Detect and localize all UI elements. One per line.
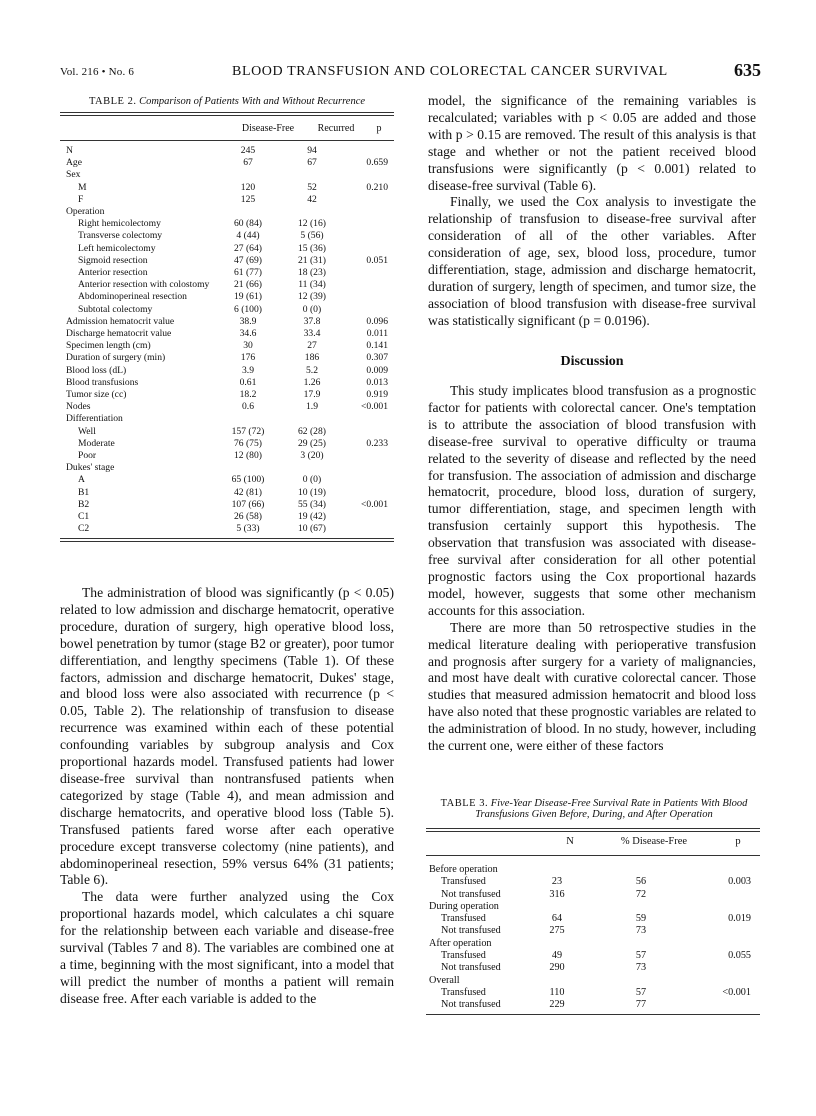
table-row [66,389,388,401]
recurred-cell: 29 (25) [298,437,326,449]
recurred-cell [280,462,344,474]
disease-free-cell: 59 [635,913,647,925]
table-row [66,462,388,474]
paragraph: This study implicates blood transfusion as a prognostic factor for patients with colorectal cancer. One's temptation is to attribute the association of blood transfusion with disease-free survival to operative difficulty or trauma related to the severity of disease and reflected by the need for transfusion. The association of admission and discharge hematocrit, procedure, blood loss, duration of surgery, tumor differentiation, stage, and specimen length with transfusion certainly support this hypothesis. The observation that transfusion was associated with disease-free survival after consideration for all other potential prognostic factors using the Cox proportional hazards model, however, suggests that some other mechanism accounts for this association. [428,383,756,618]
row-label: Blood transfusions [66,376,139,388]
recurred-cell: 17.9 [303,389,321,401]
n-cell: 290 [549,962,565,974]
disease-free-cell: 120 [240,181,256,193]
disease-free-cell: 3.9 [242,364,254,376]
n-cell [525,864,589,876]
table-row [66,474,388,486]
recurred-cell [280,169,344,181]
recurred-cell: 11 (34) [298,279,326,291]
p-value-cell: 0.659 [366,157,388,169]
disease-free-cell: 56 [635,876,647,888]
table-row [66,523,388,535]
table-row [66,352,388,364]
p-value-cell [693,999,757,1011]
disease-free-cell: 4 (44) [236,230,260,242]
table3-header-rule [426,855,760,856]
discussion-heading: Discussion [560,354,624,369]
row-label: Not transfused [441,888,501,900]
row-label: Not transfused [441,962,501,974]
table3-label: TABLE 3. [440,798,489,809]
table2-col-p: p [376,123,382,134]
table-row [429,913,757,925]
row-label: Poor [78,450,97,462]
row-label: B1 [78,486,90,498]
row-label: M [78,181,87,193]
table2-col-recurred: Recurred [317,123,355,134]
row-label: Moderate [78,437,115,449]
p-value-cell [344,462,388,474]
disease-free-cell [216,462,280,474]
table-row [66,279,388,291]
table-row [66,194,388,206]
table3-caption [424,798,764,820]
recurred-cell: 0 (0) [302,303,322,315]
disease-free-cell: 176 [240,352,256,364]
table-row [429,999,757,1011]
row-label: During operation [429,900,499,912]
row-label: Transfused [441,986,486,998]
paragraph: There are more than 50 retrospective studies in the medical literature dealing with perioperative transfusion and prognosis after surgery for a variety of malignancies, and most have dealt with curative colorectal cancer. Those studies that measured admission hematocrit and blood loss have also noted that these prognostic variables are related to the administration of blood. In no study, however, including the current one, were either of these factors [428,619,756,754]
table-row [66,169,388,181]
p-value-cell [344,511,388,523]
paragraph: The data were further analyzed using the Cox proportional hazards model, which calculates a chi square for the relationship between each variable and disease-free survival (Tables 7 and 8). The variables are combined one at a time, beginning with the most significant, into a model that will predict the number of months a patient will remain disease free. After each variable is added to the [60,889,394,1006]
table-row [66,365,388,377]
recurred-cell: 52 [307,181,317,193]
paragraph: Finally, we used the Cox analysis to investigate the relationship of transfusion to disease-free survival after consideration of all of the other variables. After consideration of age, sex, blood loss, procedure, tumor differentiation, stage, admission and discharge hematocrit, duration of surgery, length of specimen, and tumor size, the association of blood transfusion with disease-free survival was statistically significant (p = 0.0196). [428,194,756,328]
table2-caption [60,96,394,107]
recurred-cell [280,413,344,425]
table-row [66,328,388,340]
row-label: Sigmoid resection [78,254,148,266]
disease-free-cell [589,938,693,950]
row-label: C1 [78,511,90,523]
table-row [429,889,757,901]
table2 [66,145,388,536]
p-value-cell [344,267,388,279]
row-label: Transverse colectomy [78,230,163,242]
row-label: Before operation [429,864,498,875]
row-label: Specimen length (cm) [66,340,151,352]
p-value-cell [693,975,757,987]
row-label: Blood loss (dL) [66,364,127,376]
table-row [429,975,757,987]
n-cell: 64 [551,913,563,925]
paragraph: The administration of blood was significantly (p < 0.05) related to low admission and discharge hematocrit, operative procedure, duration of surgery, high operative blood loss, bowel penetration by tumor (stage B2 or greater), poor tumor differentiation, and lengthy specimens (Table 1). Of these factors, admission and discharge hematocrit, Dukes' stage, and blood loss were also associated with recurrence (p < 0.05, Table 2). The relationship of transfusion to disease recurrence was examined within each of these potential confounding variables by subgroup analysis and Cox proportional hazards model. Transfused patients had lower disease-free survival than nontransfused patients when categorized by stage (Table 4), and mean admission and discharge hematocrits, and operative blood loss (Table 5). Transfused patients fared worse after each operative procedure except transverse colectomy (nine patients), and abdominoperineal resection, 59% versus 64% (31 patients; Table 6). [60,585,394,888]
table2-title: Comparison of Patients With and Without Recurrence [139,96,366,107]
n-cell [525,938,589,950]
table-row [429,987,757,999]
row-label: Anterior resection [78,267,148,279]
p-value-cell [344,279,388,291]
p-value-cell: 0.009 [366,364,388,376]
p-value-cell [344,450,388,462]
p-value-cell [693,938,757,950]
p-value-cell [344,291,388,303]
disease-free-cell: 5 (33) [236,523,260,535]
table3-col-p: p [735,836,741,847]
table-row [66,426,388,438]
disease-free-cell: 34.6 [239,328,257,340]
row-label: Not transfused [441,925,501,937]
recurred-cell: 10 (19) [298,486,326,498]
row-label: Anterior resection with colostomy [78,279,210,291]
table-row [66,487,388,499]
row-label: Admission hematocrit value [66,315,175,327]
table-row [429,950,757,962]
table-row [66,243,388,255]
table-row [429,925,757,937]
p-value-cell: 0.019 [728,913,751,925]
table-row [66,230,388,242]
table-row [66,267,388,279]
n-cell: 229 [549,999,565,1011]
disease-free-cell: 27 (64) [234,242,262,254]
table2-bottom-rule [60,538,394,542]
volume-info: Vol. 216 • No. 6 [60,66,135,78]
disease-free-cell: 67 [243,157,253,169]
table-row [66,218,388,230]
table3-col-disease-free: % Disease-Free [620,836,688,847]
table2-col-disease-free: Disease-Free [241,123,295,134]
paragraph: model, the significance of the remaining variables is recalculated; variables with p < 0.05 are added and those with p > 0.15 are removed. The result of this analysis is that stage and whether or not the patient received blood transfusions were significantly (p < 0.001) related to disease-free survival (Table 6). [428,93,756,193]
table-row [66,157,388,169]
row-label: Transfused [441,950,486,962]
p-value-cell [344,426,388,438]
disease-free-cell: 57 [635,950,647,962]
p-value-cell [344,145,388,157]
disease-free-cell: 21 (66) [234,279,262,291]
row-label: Nodes [66,401,91,413]
row-label: Transfused [441,876,486,888]
disease-free-cell [589,864,693,876]
p-value-cell: 0.011 [366,328,388,340]
table-row [66,413,388,425]
table2-header-rule [60,140,394,141]
disease-free-cell: 47 (69) [234,254,262,266]
disease-free-cell [589,975,693,987]
table-row [66,511,388,523]
p-value-cell [344,304,388,316]
n-cell: 23 [551,876,563,888]
right-column-text [428,93,756,330]
disease-free-cell: 65 (100) [231,474,265,486]
table-row [66,291,388,303]
disease-free-cell: 18.2 [239,389,257,401]
row-label: Duration of surgery (min) [66,352,166,364]
row-label: N [66,145,73,156]
p-value-cell: 0.141 [366,340,388,352]
disease-free-cell: 26 (58) [234,511,262,523]
recurred-cell: 21 (31) [298,254,326,266]
recurred-cell: 55 (34) [298,498,326,510]
recurred-cell: 5 (56) [300,230,324,242]
page-number: 635 [734,60,761,80]
table3-title: Five-Year Disease-Free Survival Rate in Patients With Blood Transfusions Given Before, During, and After Operation [475,798,748,820]
p-value-cell: 0.055 [728,950,751,962]
p-value-cell: <0.001 [361,401,388,413]
disease-free-cell [216,169,280,181]
table-row [66,340,388,352]
p-value-cell: 0.051 [366,254,388,266]
table-row [66,377,388,389]
n-cell: 49 [551,950,563,962]
p-value-cell: 0.096 [366,315,388,327]
p-value-cell [693,889,757,901]
disease-free-cell [589,901,693,913]
disease-free-cell: 12 (80) [234,450,262,462]
disease-free-cell: 107 (66) [231,498,265,510]
disease-free-cell: 245 [240,145,256,156]
p-value-cell [344,487,388,499]
disease-free-cell: 76 (75) [234,437,262,449]
recurred-cell: 10 (67) [298,523,326,535]
p-value-cell: 0.013 [366,376,388,388]
recurred-cell: 186 [304,352,320,364]
recurred-cell: 37.8 [303,315,321,327]
recurred-cell: 67 [307,157,317,169]
disease-free-cell: 30 [243,340,253,352]
p-value-cell: 0.233 [366,437,388,449]
row-label: Differentiation [66,413,123,425]
table2-top-rule [60,112,394,116]
row-label: A [78,474,85,486]
disease-free-cell: 125 [240,193,256,205]
row-label: Tumor size (cc) [66,389,127,401]
table-row [66,145,388,157]
row-label: Well [78,425,96,437]
recurred-cell: 19 (42) [298,511,326,523]
row-label: Transfused [441,913,486,925]
row-label: Discharge hematocrit value [66,328,172,340]
disease-free-cell: 77 [635,999,647,1011]
p-value-cell: 0.307 [366,352,388,364]
recurred-cell: 3 (20) [300,450,324,462]
row-label: Operation [66,206,105,218]
disease-free-cell: 42 (81) [234,486,262,498]
recurred-cell: 42 [307,193,317,205]
table2-label: TABLE 2. [88,96,137,107]
table-row [66,438,388,450]
table3-col-n: N [566,836,574,847]
recurred-cell: 27 [307,340,317,352]
recurred-cell: 1.9 [306,401,318,413]
p-value-cell [344,413,388,425]
table-row [66,206,388,218]
p-value-cell [693,962,757,974]
row-label: C2 [78,523,90,535]
disease-free-cell: 6 (100) [234,303,262,315]
n-cell: 275 [549,925,565,937]
row-label: Right hemicolectomy [78,218,161,230]
table3-bottom-rule [426,1014,760,1015]
row-label: Age [66,157,82,169]
table-row [66,450,388,462]
table-row [429,876,757,888]
p-value-cell [344,218,388,230]
n-cell: 110 [549,986,565,998]
disease-free-cell [216,413,280,425]
recurred-cell: 12 (39) [298,291,326,303]
row-label: Not transfused [441,999,501,1011]
row-label: B2 [78,498,90,510]
row-label: F [78,193,84,205]
recurred-cell: 5.2 [306,364,318,376]
row-label: Sex [66,169,81,181]
p-value-cell [344,230,388,242]
p-value-cell [344,206,388,218]
discussion-text [428,383,756,755]
p-value-cell [693,925,757,937]
row-label: Overall [429,974,460,986]
n-cell [525,975,589,987]
n-cell [525,901,589,913]
table-row [429,962,757,974]
row-label: Left hemicolectomy [78,242,156,254]
recurred-cell: 15 (36) [298,242,326,254]
table-row [66,316,388,328]
p-value-cell [344,169,388,181]
recurred-cell: 12 (16) [298,218,326,230]
table-row [66,182,388,194]
row-label: Subtotal colectomy [78,303,153,315]
row-label: After operation [429,937,492,949]
table-row [66,401,388,413]
recurred-cell: 33.4 [303,328,321,340]
disease-free-cell: 0.6 [242,401,254,413]
p-value-cell [344,523,388,535]
row-label: Dukes' stage [66,462,115,474]
p-value-cell: 0.003 [728,876,751,888]
disease-free-cell: 61 (77) [234,267,262,279]
disease-free-cell: 157 (72) [231,425,265,437]
p-value-cell: 0.919 [366,389,388,401]
left-column-text [60,585,394,1008]
table-row [429,938,757,950]
p-value-cell: <0.001 [722,986,751,998]
p-value-cell [344,194,388,206]
disease-free-cell: 19 (61) [234,291,262,303]
recurred-cell: 62 (28) [298,425,326,437]
disease-free-cell: 57 [635,986,647,998]
table-row [429,901,757,913]
n-cell: 316 [549,888,565,900]
table3-top-rule [426,828,760,832]
disease-free-cell: 0.61 [239,376,257,388]
recurred-cell: 94 [307,145,317,156]
disease-free-cell: 72 [635,888,647,900]
table3 [429,864,757,1012]
disease-free-cell [216,206,280,218]
table-row [66,499,388,511]
disease-free-cell: 73 [635,925,647,937]
running-title: BLOOD TRANSFUSION AND COLORECTAL CANCER SURVIVAL [232,64,668,79]
recurred-cell: 0 (0) [302,474,322,486]
p-value-cell [344,243,388,255]
recurred-cell: 1.26 [303,376,321,388]
disease-free-cell: 38.9 [239,315,257,327]
recurred-cell [280,206,344,218]
disease-free-cell: 60 (84) [234,218,262,230]
recurred-cell: 18 (23) [298,267,326,279]
p-value-cell [344,474,388,486]
p-value-cell [693,901,757,913]
p-value-cell: <0.001 [361,498,388,510]
p-value-cell [693,864,757,876]
table-row [429,864,757,876]
p-value-cell: 0.210 [366,181,388,193]
table-row [66,304,388,316]
disease-free-cell: 73 [635,962,647,974]
table-row [66,255,388,267]
row-label: Abdominoperineal resection [78,291,187,303]
